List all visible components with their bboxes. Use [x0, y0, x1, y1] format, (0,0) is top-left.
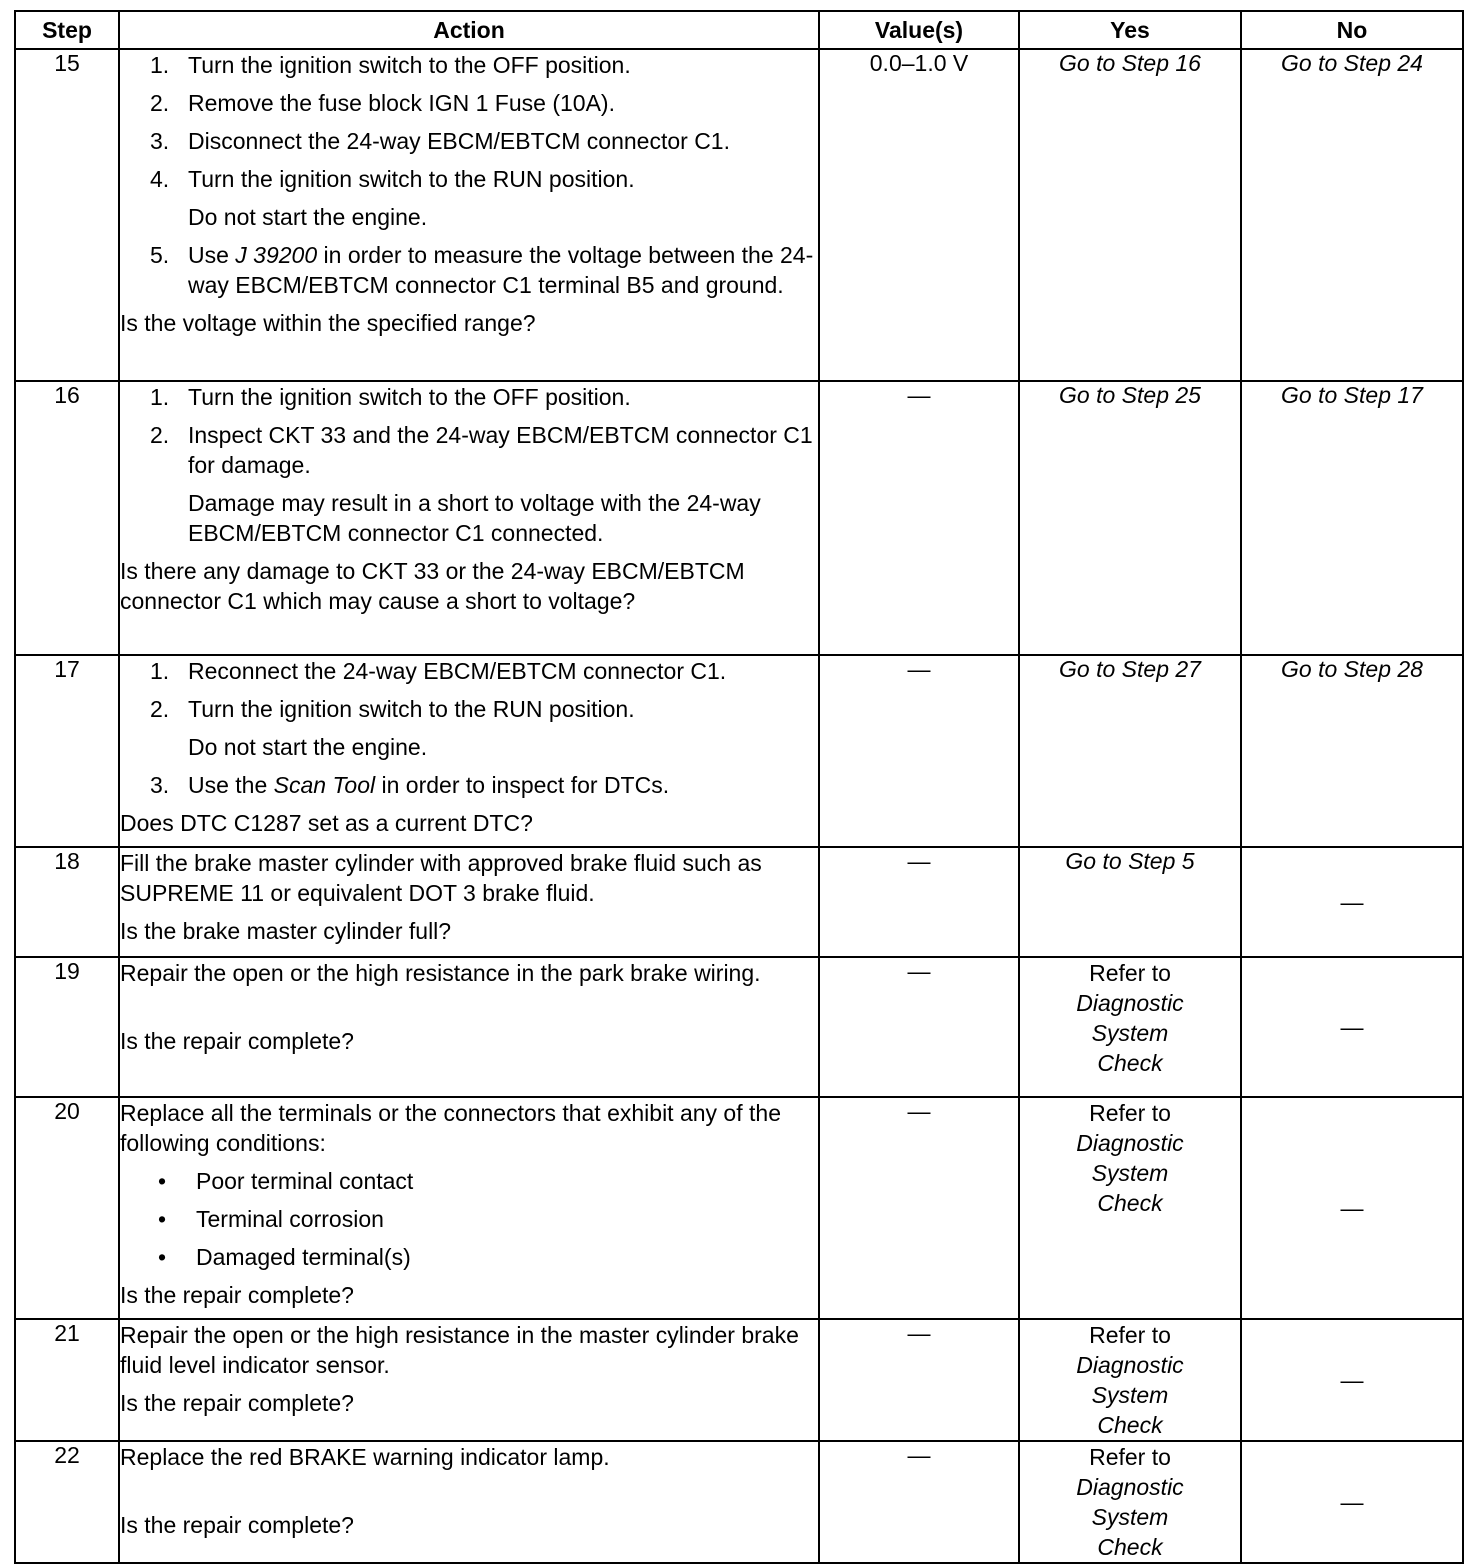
- no-cell: —: [1241, 847, 1463, 957]
- table-row: [15, 957, 1463, 1097]
- step-number: 17: [15, 655, 119, 847]
- value-cell: —: [819, 655, 1019, 847]
- yes-cell: [1019, 1097, 1241, 1319]
- yes-cell: [1019, 957, 1241, 1097]
- question: Does DTC C1287 set as a current DTC?: [120, 810, 533, 836]
- yes-link[interactable]: Diagnostic System Check: [1076, 1352, 1184, 1438]
- yes-link[interactable]: Go to Step 5: [1065, 848, 1195, 874]
- header-no: No: [1241, 11, 1463, 49]
- list-item: 2. Turn the ignition switch to the RUN position. Do not start the engine.: [150, 694, 818, 762]
- no-cell: —: [1241, 1319, 1463, 1441]
- table-row: [15, 49, 1463, 381]
- list-item: 4. Turn the ignition switch to the RUN position. Do not start the engine.: [150, 164, 818, 232]
- list-item-note: Do not start the engine.: [188, 204, 428, 230]
- table-row: [15, 1097, 1463, 1319]
- list-item: 2. Inspect CKT 33 and the 24-way EBCM/EBTCM connector C1 for damage. Damage may result in a short to voltage with the 24-way EBCM/EBTCM connector C1 connected.: [150, 420, 818, 548]
- yes-refer-label: Refer to: [1089, 1444, 1171, 1470]
- action-cell: [119, 957, 819, 1097]
- action-text: Fill the brake master cylinder with approved brake fluid such as SUPREME 11 or equivalent DOT 3 brake fluid.: [120, 850, 762, 906]
- yes-link[interactable]: Diagnostic System Check: [1076, 1474, 1184, 1560]
- table-row: [15, 381, 1463, 655]
- header-action: Action: [119, 11, 819, 49]
- no-link[interactable]: Go to Step 28: [1281, 656, 1423, 682]
- value-cell: 0.0–1.0 V: [819, 49, 1019, 381]
- list-item: • Terminal corrosion: [158, 1206, 384, 1232]
- step-number: 15: [15, 49, 119, 381]
- question: Is the repair complete?: [120, 1512, 354, 1538]
- action-cell: [119, 1319, 819, 1441]
- no-cell: —: [1241, 957, 1463, 1097]
- value-cell: —: [819, 381, 1019, 655]
- action-text: Replace the red BRAKE warning indicator lamp.: [120, 1444, 610, 1470]
- step-number: 19: [15, 957, 119, 1097]
- header-row: [15, 11, 1463, 49]
- no-cell: [1241, 49, 1463, 381]
- action-text: Repair the open or the high resistance in the park brake wiring.: [120, 960, 761, 986]
- yes-refer-label: Refer to: [1089, 1322, 1171, 1348]
- action-text: Repair the open or the high resistance in the master cylinder brake fluid level indicator sensor.: [120, 1322, 799, 1378]
- question: Is the repair complete?: [120, 1282, 354, 1308]
- yes-link[interactable]: Go to Step 25: [1059, 382, 1201, 408]
- value-cell: —: [819, 957, 1019, 1097]
- yes-refer-label: Refer to: [1089, 1100, 1171, 1126]
- question: Is the repair complete?: [120, 1028, 354, 1054]
- diagnostic-table: [14, 10, 1464, 1564]
- tool-name: J 39200: [235, 242, 318, 268]
- question: Is there any damage to CKT 33 or the 24-way EBCM/EBTCM connector C1 which may cause a short to voltage?: [120, 558, 745, 614]
- action-cell: [119, 847, 819, 957]
- value-cell: —: [819, 847, 1019, 957]
- action-cell: [119, 1441, 819, 1563]
- action-cell: [119, 1097, 819, 1319]
- no-cell: —: [1241, 1097, 1463, 1319]
- yes-cell: [1019, 49, 1241, 381]
- yes-cell: [1019, 655, 1241, 847]
- list-item-note: Do not start the engine.: [188, 734, 428, 760]
- yes-cell: [1019, 847, 1241, 957]
- list-item: 2. Remove the fuse block IGN 1 Fuse (10A).: [150, 90, 615, 116]
- step-number: 21: [15, 1319, 119, 1441]
- step-number: 22: [15, 1441, 119, 1563]
- list-item: 3. Disconnect the 24-way EBCM/EBTCM connector C1.: [150, 128, 730, 154]
- question: Is the brake master cylinder full?: [120, 918, 452, 944]
- list-item: 1. Reconnect the 24-way EBCM/EBTCM connector C1.: [150, 658, 727, 684]
- list-item: 1. Turn the ignition switch to the OFF position.: [150, 384, 631, 410]
- action-cell: [119, 655, 819, 847]
- no-cell: [1241, 655, 1463, 847]
- yes-cell: [1019, 1441, 1241, 1563]
- yes-cell: [1019, 1319, 1241, 1441]
- table-row: [15, 1319, 1463, 1441]
- step-number: 16: [15, 381, 119, 655]
- header-yes: Yes: [1019, 11, 1241, 49]
- yes-link[interactable]: Go to Step 27: [1059, 656, 1201, 682]
- table-row: [15, 847, 1463, 957]
- question: Is the repair complete?: [120, 1390, 354, 1416]
- no-cell: [1241, 381, 1463, 655]
- table-row: [15, 1441, 1463, 1563]
- yes-link[interactable]: Diagnostic System Check: [1076, 1130, 1184, 1216]
- yes-link[interactable]: Diagnostic System Check: [1076, 990, 1184, 1076]
- no-link[interactable]: Go to Step 24: [1281, 50, 1423, 76]
- question: Is the voltage within the specified range?: [120, 310, 536, 336]
- yes-link[interactable]: Go to Step 16: [1059, 50, 1201, 76]
- list-item: • Damaged terminal(s): [158, 1244, 411, 1270]
- action-text: Replace all the terminals or the connectors that exhibit any of the following conditions:: [120, 1100, 781, 1156]
- yes-refer-label: Refer to: [1089, 960, 1171, 986]
- list-item: 1. Turn the ignition switch to the OFF position.: [150, 52, 631, 78]
- table-row: [15, 655, 1463, 847]
- action-cell: [119, 49, 819, 381]
- list-item-note: Damage may result in a short to voltage with the 24-way EBCM/EBTCM connector C1 connected.: [188, 490, 761, 546]
- list-item: 5. Use J 39200 in order to measure the voltage between the 24-way EBCM/EBTCM connector C1 terminal B5 and ground.: [150, 242, 814, 298]
- value-cell: —: [819, 1319, 1019, 1441]
- list-item: • Poor terminal contact: [158, 1168, 414, 1194]
- header-values: Value(s): [819, 11, 1019, 49]
- value-cell: —: [819, 1441, 1019, 1563]
- step-number: 20: [15, 1097, 119, 1319]
- header-step: Step: [15, 11, 119, 49]
- value-cell: —: [819, 1097, 1019, 1319]
- no-cell: —: [1241, 1441, 1463, 1563]
- no-link[interactable]: Go to Step 17: [1281, 382, 1423, 408]
- action-cell: [119, 381, 819, 655]
- list-item: 3. Use the Scan Tool in order to inspect for DTCs.: [150, 772, 670, 798]
- tool-name: Scan Tool: [273, 772, 376, 798]
- yes-cell: [1019, 381, 1241, 655]
- step-number: 18: [15, 847, 119, 957]
